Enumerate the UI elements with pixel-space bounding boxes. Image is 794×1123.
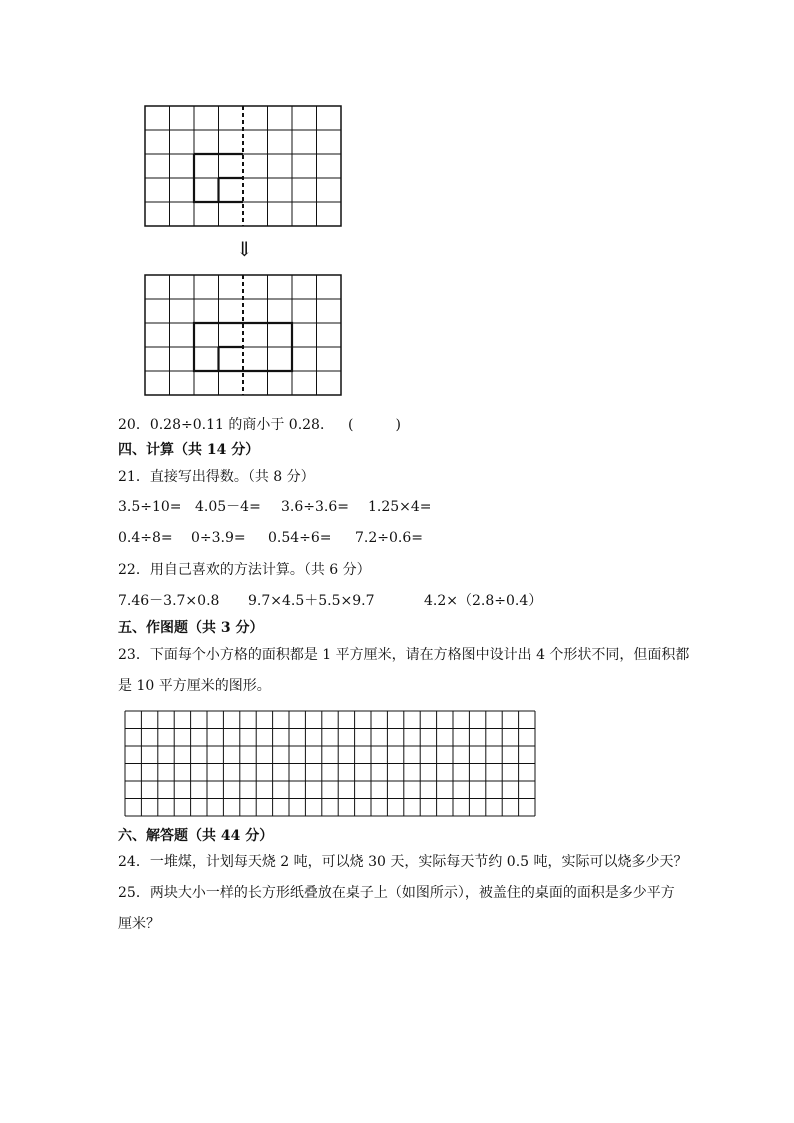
section-4-heading: 四、计算（共 14 分） <box>118 442 260 458</box>
expr-21-7: 0.54÷6= <box>268 530 332 546</box>
question-22: 22．用自己喜欢的方法计算。（共 6 分） <box>118 562 371 578</box>
expr-21-2: 4.05－4= <box>195 499 261 515</box>
expr-21-4: 1.25×4= <box>368 499 432 515</box>
question-21: 21．直接写出得数。（共 8 分） <box>118 469 315 485</box>
question-20: 20．0.28÷0.11 的商小于 0.28． <box>118 417 334 433</box>
expr-22-2: 9.7×4.5＋5.5×9.7 <box>248 593 375 609</box>
question-25-line-1: 25．两块大小一样的长方形纸叠放在桌子上（如图所示），被盖住的桌面的面积是多少平方 <box>118 885 675 901</box>
expr-21-5: 0.4÷8= <box>118 530 173 546</box>
expr-22-1: 7.46－3.7×0.8 <box>118 593 220 609</box>
section-5-heading: 五、作图题（共 3 分） <box>118 620 264 636</box>
drawing-grid[interactable] <box>124 710 536 820</box>
question-23-line-1: 23．下面每个小方格的面积都是 1 平方厘米，请在方格图中设计出 4 个形状不同，但面积都 <box>118 647 690 663</box>
question-25-line-2: 厘米？ <box>118 916 160 932</box>
expr-21-3: 3.6÷3.6= <box>281 499 349 515</box>
answer-blank-20[interactable]: ( ) <box>348 417 401 433</box>
expr-21-8: 7.2÷0.6= <box>355 530 423 546</box>
bottom-grid-figure <box>144 274 344 399</box>
question-23-line-2: 是 10 平方厘米的图形。 <box>118 678 271 694</box>
expr-21-1: 3.5÷10= <box>118 499 182 515</box>
top-grid-figure <box>144 105 344 230</box>
expr-22-3: 4.2×（2.8÷0.4） <box>424 593 543 609</box>
expr-21-6: 0÷3.9= <box>191 530 246 546</box>
question-24: 24．一堆煤，计划每天烧 2 吨，可以烧 30 天，实际每天节约 0.5 吨，实际可以烧多少天？ <box>118 854 688 870</box>
section-6-heading: 六、解答题（共 44 分） <box>118 828 274 844</box>
down-arrow-icon: ⇓ <box>236 237 253 261</box>
